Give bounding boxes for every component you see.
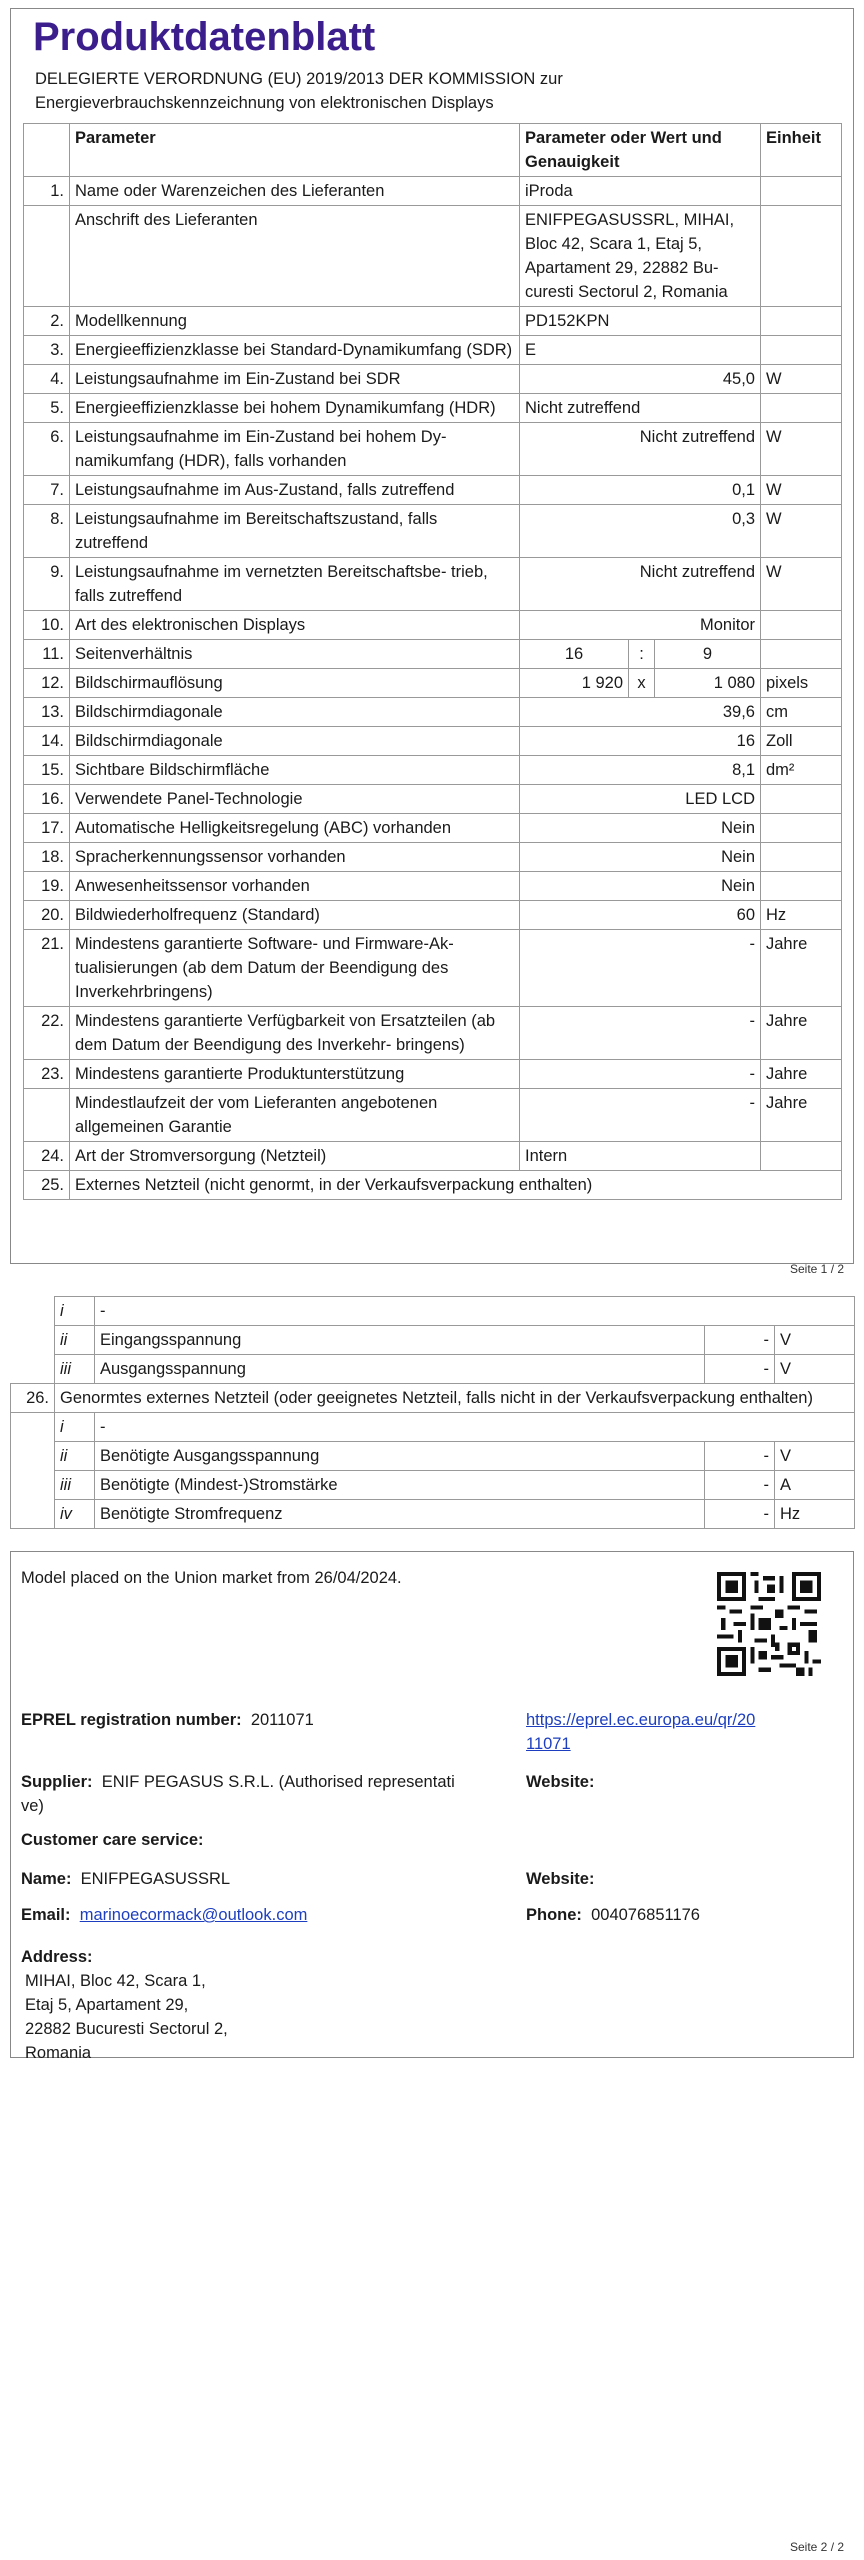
- market-placement-text: Model placed on the Union market from 26/04/2024.: [21, 1569, 402, 1587]
- table-row: 19. Anwesenheitssensor vorhanden Nein: [24, 872, 842, 901]
- table-row: 10. Art des elektronischen Displays Monitor: [24, 611, 842, 640]
- product-data-sheet-page-1: [10, 8, 854, 1264]
- table-row: 25. Externes Netzteil (nicht genormt, in der Verkaufsverpackung enthalten): [24, 1171, 842, 1200]
- address-block: MIHAI, Bloc 42, Scara 1, Etaj 5, Apartament 29, 22882 Bucuresti Sectorul 2, Romania: [25, 1972, 228, 2062]
- table-row: 15. Sichtbare Bildschirmfläche 8,1 dm²: [24, 756, 842, 785]
- page-title: Produktdatenblatt: [33, 15, 376, 59]
- parameter-table: [23, 123, 842, 1200]
- supplier-info: Supplier: ENIF PEGASUS S.R.L. (Authorised representati ve): [21, 1773, 455, 1815]
- table-row: iv Benötigte Stromfrequenz - Hz: [11, 1500, 855, 1529]
- product-data-sheet-page-2-table: [10, 1296, 854, 1529]
- customer-care-heading: Customer care service:: [21, 1831, 204, 1849]
- header-unit: Einheit: [761, 124, 842, 177]
- subtitle-line-1: DELEGIERTE VERORDNUNG (EU) 2019/2013 DER KOMMISSION zur: [35, 70, 563, 88]
- qr-code-icon[interactable]: [717, 1572, 821, 1676]
- page-footer-1: Seite 1 / 2: [790, 1262, 845, 1276]
- table-row: 17. Automatische Helligkeitsregelung (ABC) vorhanden Nein: [24, 814, 842, 843]
- table-row: 12. Bildschirmauflösung 1 920 x 1 080 pixels: [24, 669, 842, 698]
- table-row: 24. Art der Stromversorgung (Netzteil) Intern: [24, 1142, 842, 1171]
- table-row: 11. Seitenverhältnis 16 : 9: [24, 640, 842, 669]
- table-header-row: [24, 124, 842, 177]
- table-row: iii Ausgangsspannung - V: [11, 1355, 855, 1384]
- table-row: 22. Mindestens garantierte Verfügbarkeit von Ersatzteilen (ab dem Datum der Beendigung des Inverkehr- bringens) - Jahre: [24, 1007, 842, 1060]
- care-phone: Phone: 004076851176: [526, 1906, 700, 1924]
- eprel-info-box: [10, 1551, 854, 2062]
- page-footer-2: Seite 2 / 2: [790, 2540, 845, 2554]
- table-row: 1. Name oder Warenzeichen des Lieferanten iProda: [24, 177, 842, 206]
- eprel-link-line-1[interactable]: https://eprel.ec.europa.eu/qr/20: [526, 1711, 756, 1729]
- care-email: Email: marinoecormack@outlook.com: [21, 1906, 308, 1924]
- table-row: 13. Bildschirmdiagonale 39,6 cm: [24, 698, 842, 727]
- header-value: Parameter oder Wert und Genauigkeit: [520, 124, 761, 177]
- supplier-website-label: Website:: [526, 1773, 595, 1791]
- table-row: 5. Energieeffizienzklasse bei hohem Dynamikumfang (HDR) Nicht zutreffend: [24, 394, 842, 423]
- table-row: 6. Leistungsaufnahme im Ein-Zustand bei hohem Dy- namikumfang (HDR), falls vorhanden Nicht zutreffend W: [24, 423, 842, 476]
- table-row: 16. Verwendete Panel-Technologie LED LCD: [24, 785, 842, 814]
- table-row: 4. Leistungsaufnahme im Ein-Zustand bei SDR 45,0 W: [24, 365, 842, 394]
- care-name: Name: ENIFPEGASUSSRL: [21, 1870, 231, 1888]
- table-row: ii Eingangsspannung - V: [11, 1326, 855, 1355]
- eprel-link[interactable]: [526, 1708, 755, 1756]
- table-row: ii Benötigte Ausgangsspannung - V: [11, 1442, 855, 1471]
- address-label: Address:: [21, 1948, 93, 1966]
- table-row: Mindestlaufzeit der vom Lieferanten angebotenen allgemeinen Garantie - Jahre: [24, 1089, 842, 1142]
- table-row: i -: [11, 1413, 855, 1442]
- care-website-label: Website:: [526, 1870, 595, 1888]
- table-row: Anschrift des Lieferanten ENIFPEGASUSSRL, MIHAI, Bloc 42, Scara 1, Etaj 5, Apartament 29, 22882 Bu- curesti Sectorul 2, Romania: [24, 206, 842, 307]
- eprel-registration: EPREL registration number: 2011071: [21, 1711, 314, 1729]
- table-row: 7. Leistungsaufnahme im Aus-Zustand, falls zutreffend 0,1 W: [24, 476, 842, 505]
- table-row: 2. Modellkennung PD152KPN: [24, 307, 842, 336]
- table-row: 9. Leistungsaufnahme im vernetzten Bereitschaftsbe- trieb, falls zutreffend Nicht zutreffend W: [24, 558, 842, 611]
- table-row: i -: [11, 1297, 855, 1326]
- table-row: 23. Mindestens garantierte Produktunterstützung - Jahre: [24, 1060, 842, 1089]
- eprel-link-line-2[interactable]: 11071: [526, 1735, 571, 1753]
- subtitle-line-2: Energieverbrauchskennzeichnung von elektronischen Displays: [35, 94, 494, 112]
- header-parameter: Parameter: [70, 124, 520, 177]
- table-row: iii Benötigte (Mindest-)Stromstärke - A: [11, 1471, 855, 1500]
- table-row: 8. Leistungsaufnahme im Bereitschaftszustand, falls zutreffend 0,3 W: [24, 505, 842, 558]
- table-row: 20. Bildwiederholfrequenz (Standard) 60 Hz: [24, 901, 842, 930]
- table-row: 3. Energieeffizienzklasse bei Standard-Dynamikumfang (SDR) E: [24, 336, 842, 365]
- email-link[interactable]: marinoecormack@outlook.com: [79, 1906, 308, 1924]
- table-row: 18. Spracherkennungssensor vorhanden Nein: [24, 843, 842, 872]
- regulation-subtitle: [11, 61, 853, 123]
- table-row: 21. Mindestens garantierte Software- und Firmware-Ak- tualisierungen (ab dem Datum der Beendigung des Inverkehrbringens) - Jahre: [24, 930, 842, 1007]
- table-row: 26. Genormtes externes Netzteil (oder geeignetes Netzteil, falls nicht in der Verkaufsverpackung enthalten): [11, 1384, 855, 1413]
- table-row: 14. Bildschirmdiagonale 16 Zoll: [24, 727, 842, 756]
